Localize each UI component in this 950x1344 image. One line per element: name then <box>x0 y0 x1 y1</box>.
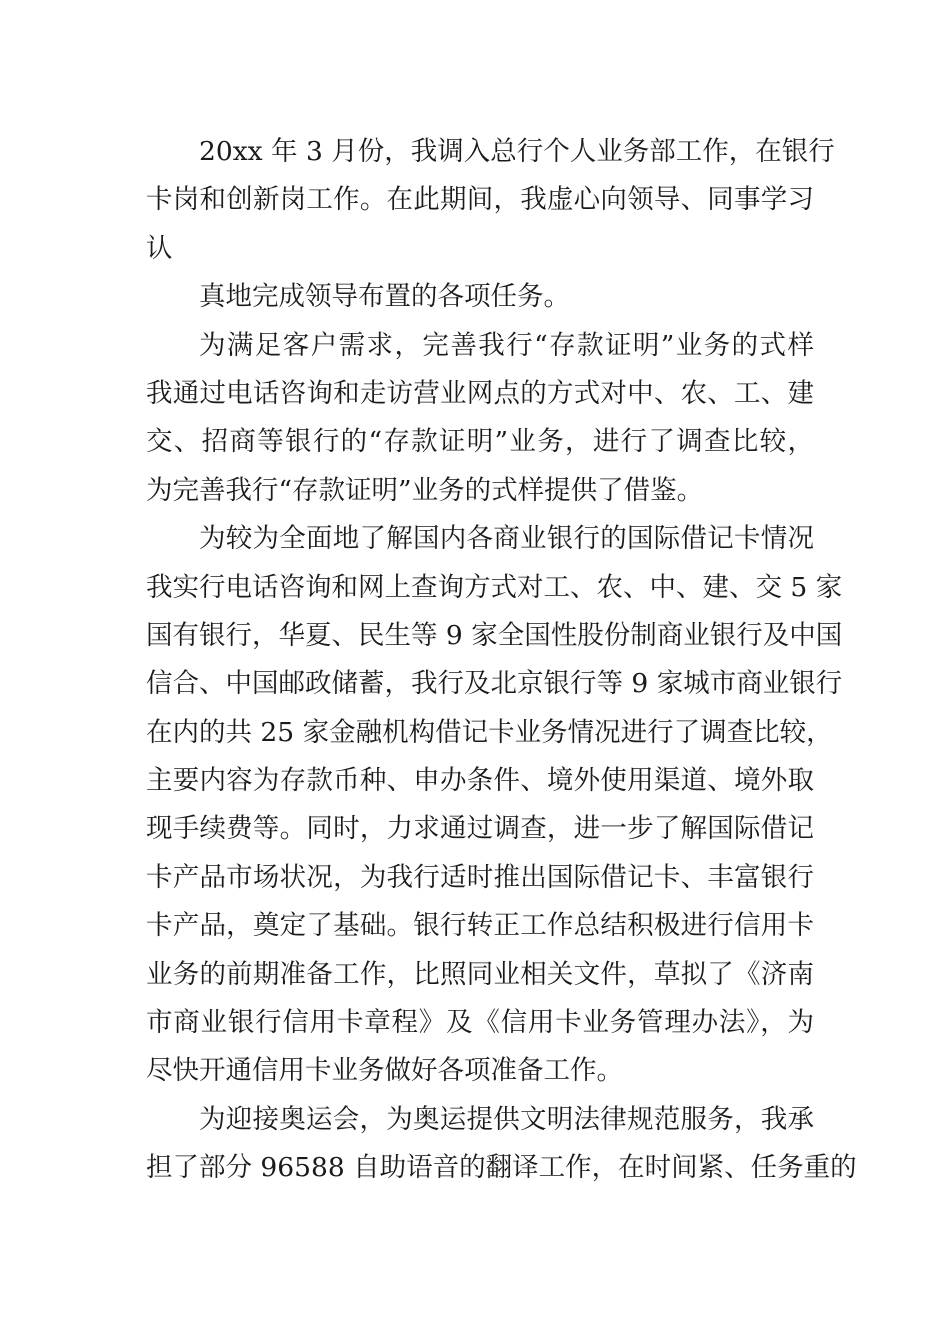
text-line: 交、招商等银行的“存款证明”业务，进行了调查比较， <box>146 426 814 458</box>
paragraph-tasks <box>146 273 814 321</box>
text-line: 为满足客户需求，完善我行“存款证明”业务的式样 <box>199 329 814 361</box>
text-line: 在内的共 25 家金融机构借记卡业务情况进行了调查比较， <box>146 716 833 748</box>
text-line: 尽快开通信用卡业务做好各项准备工作。 <box>146 1055 623 1087</box>
text-line: 真地完成领导布置的各项任务。 <box>199 281 570 313</box>
text-line: 主要内容为存款币种、申办条件、境外使用渠道、境外取 <box>146 765 814 797</box>
text-line: 我实行电话咨询和网上查询方式对工、农、中、建、交 5 家 <box>146 571 843 603</box>
paragraph-debit-card-survey <box>146 515 843 1096</box>
text-line: 卡产品市场状况，为我行适时推出国际借记卡、丰富银行 <box>146 861 814 893</box>
text-line: 为较为全面地了解国内各商业银行的国际借记卡情况 <box>199 523 814 555</box>
text-line: 现手续费等。同时，力求通过调查，进一步了解国际借记 <box>146 813 814 845</box>
text-line: 业务的前期准备工作，比照同业相关文件，草拟了《济南 <box>146 958 814 990</box>
text-line: 担了部分 96588 自助语音的翻译工作，在时间紧、任务重的 <box>146 1152 857 1184</box>
paragraph-transfer <box>146 128 835 273</box>
text-line: 卡产品，奠定了基础。银行转正工作总结积极进行信用卡 <box>146 910 814 942</box>
text-line: 市商业银行信用卡章程》及《信用卡业务管理办法》，为 <box>146 1007 814 1039</box>
paragraph-deposit-certificate <box>146 322 814 516</box>
text-line: 国有银行，华夏、民生等 9 家全国性股份制商业银行及中国 <box>146 619 843 651</box>
text-line: 20xx 年 3 月份，我调入总行个人业务部工作，在银行 <box>199 136 835 167</box>
document-body <box>146 128 857 1193</box>
text-line: 认 <box>146 232 173 264</box>
text-line: 信合、中国邮政储蓄，我行及北京银行等 9 家城市商业银行 <box>146 668 843 700</box>
paragraph-olympics <box>146 1096 857 1193</box>
text-line: 为迎接奥运会，为奥运提供文明法律规范服务，我承 <box>199 1103 814 1135</box>
text-line: 我通过电话咨询和走访营业网点的方式对中、农、工、建 <box>146 377 814 409</box>
text-line: 为完善我行“存款证明”业务的式样提供了借鉴。 <box>146 474 704 506</box>
text-line: 卡岗和创新岗工作。在此期间，我虚心向领导、同事学习 <box>146 184 814 216</box>
